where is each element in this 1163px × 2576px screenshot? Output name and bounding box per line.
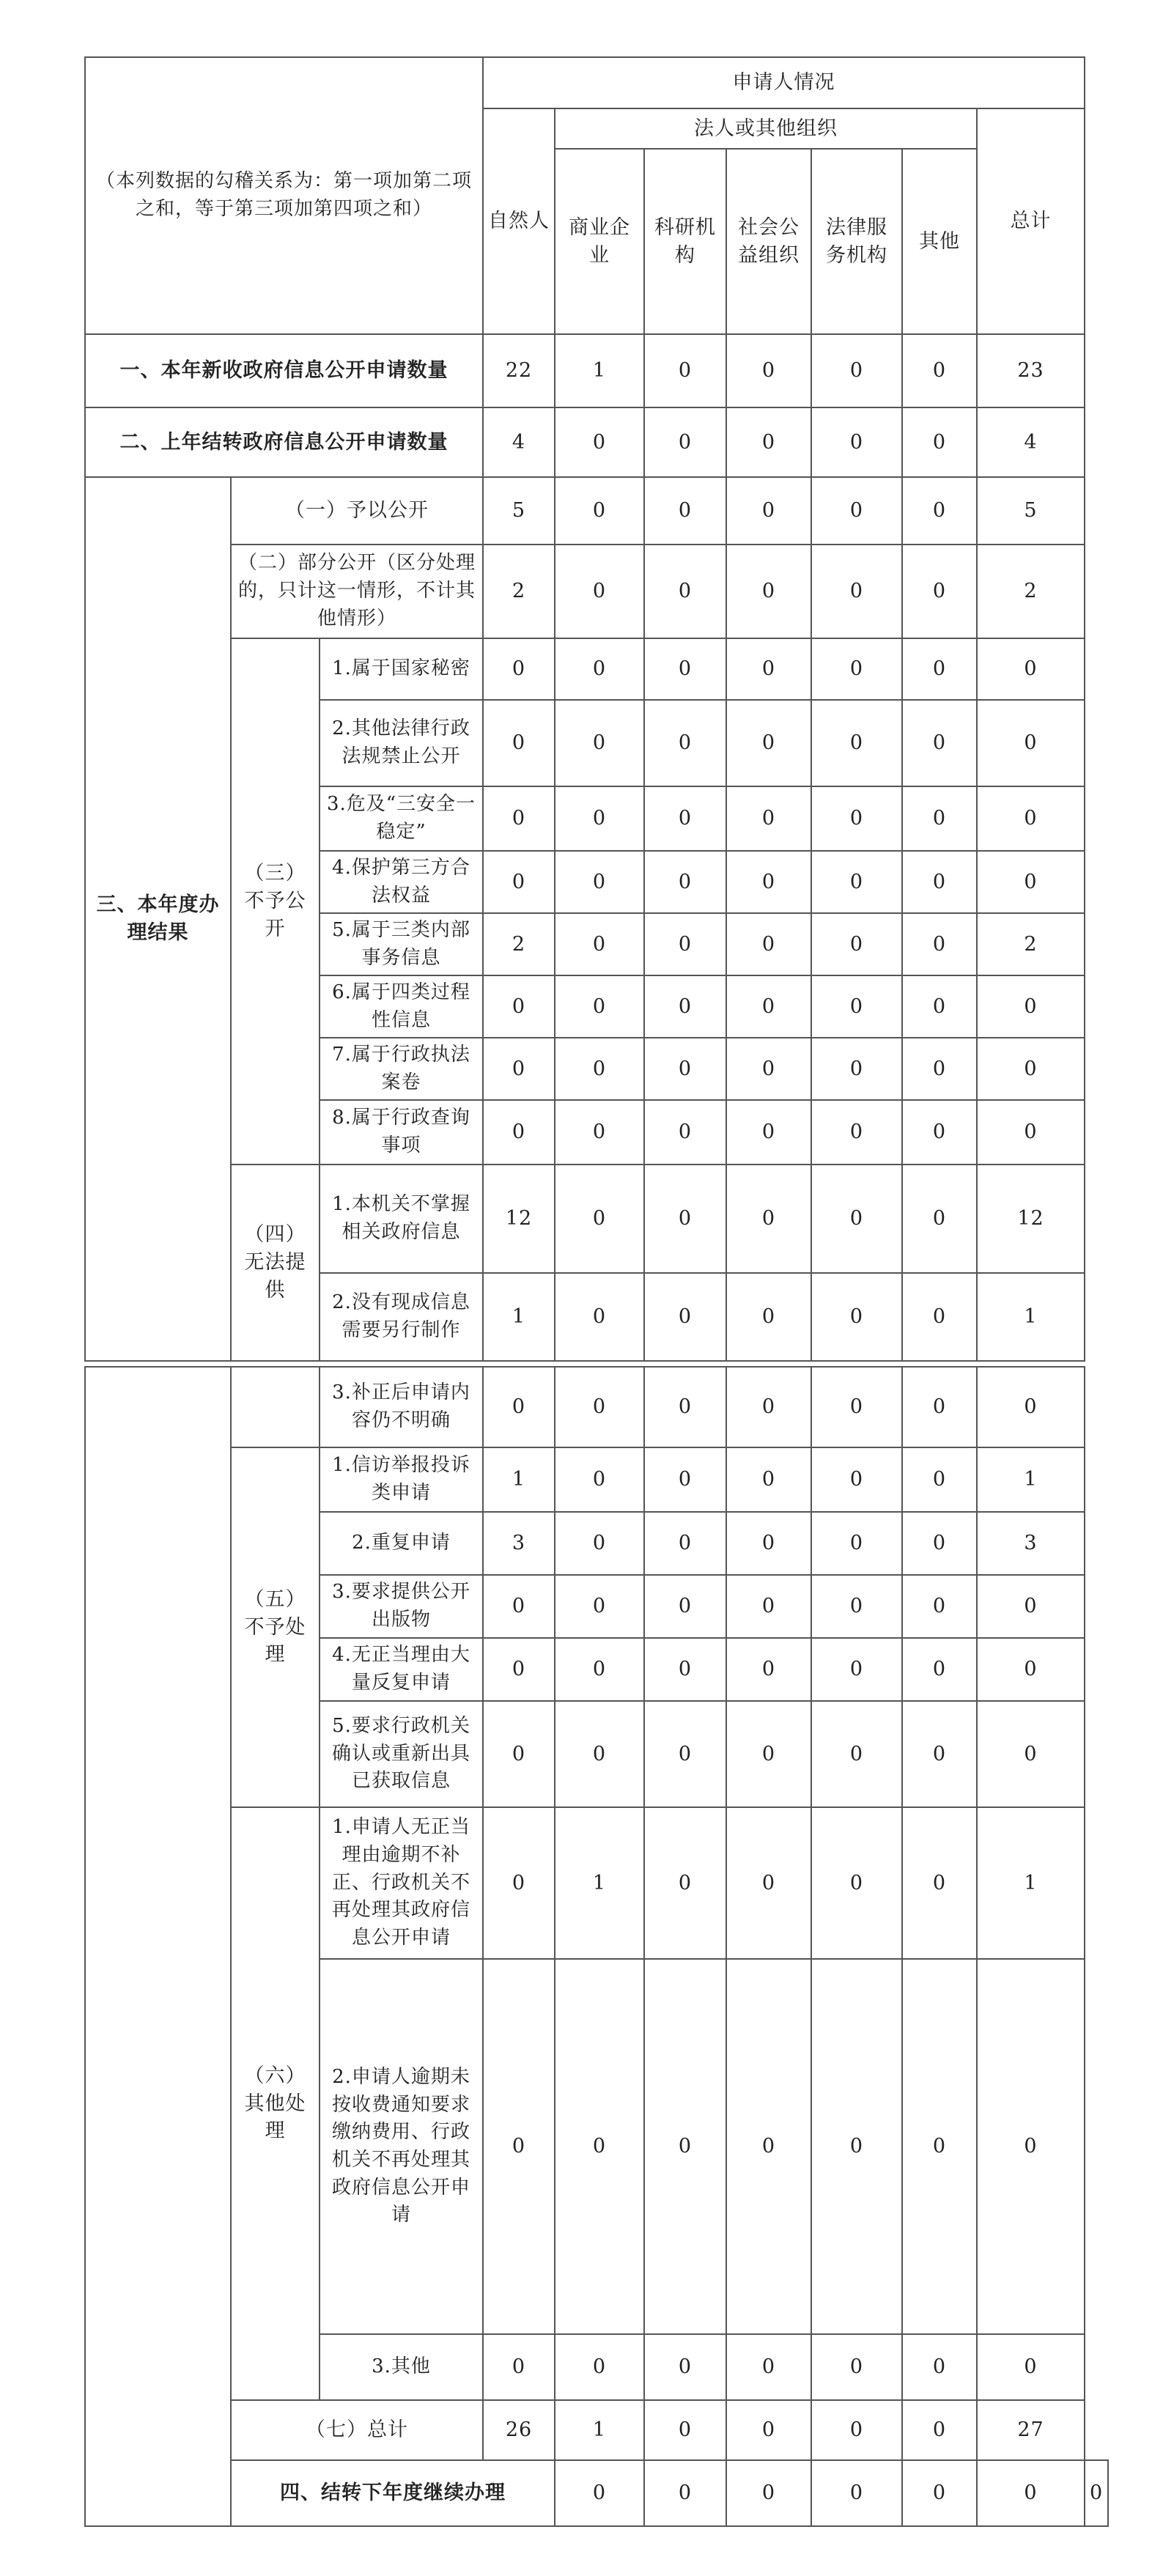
cell-value: 0 bbox=[811, 700, 902, 786]
cell-value: 0 bbox=[1085, 2460, 1108, 2526]
cell-value: 0 bbox=[902, 1512, 977, 1575]
row-label: 2.重复申请 bbox=[320, 1512, 483, 1575]
cell-value: 0 bbox=[902, 1807, 977, 1959]
cell-value: 0 bbox=[726, 1447, 811, 1512]
cell-value: 0 bbox=[902, 407, 977, 477]
cell-value: 0 bbox=[902, 2400, 977, 2460]
cell-value: 0 bbox=[726, 1100, 811, 1165]
cell-value: 0 bbox=[902, 1447, 977, 1512]
cell-value: 0 bbox=[726, 1807, 811, 1959]
row-label: （一）予以公开 bbox=[231, 477, 483, 545]
cell-value: 0 bbox=[555, 975, 644, 1038]
row-label: 4.无正当理由大量反复申请 bbox=[320, 1638, 483, 1701]
cell-value: 1 bbox=[483, 1447, 555, 1512]
cell-value: 0 bbox=[644, 1447, 726, 1512]
cell-value: 0 bbox=[644, 2460, 726, 2526]
cell-value: 0 bbox=[811, 545, 902, 638]
subgroup-label: （五）不予处理 bbox=[231, 1447, 320, 1807]
cell-value: 0 bbox=[644, 2400, 726, 2460]
cell-value: 0 bbox=[644, 477, 726, 545]
cell-value: 0 bbox=[644, 1273, 726, 1361]
cell-value: 0 bbox=[726, 1512, 811, 1575]
cell-value: 0 bbox=[644, 1959, 726, 2334]
cell-value: 0 bbox=[483, 1959, 555, 2334]
row-label: 3.要求提供公开出版物 bbox=[320, 1575, 483, 1638]
row-label: 8.属于行政查询事项 bbox=[320, 1100, 483, 1165]
cell-value: 0 bbox=[977, 786, 1085, 851]
cell-value: 0 bbox=[902, 2334, 977, 2400]
cell-value: 5 bbox=[483, 477, 555, 545]
cell-value: 0 bbox=[902, 1959, 977, 2334]
info-disclosure-table-part1 bbox=[84, 56, 1085, 1362]
cell-value: 0 bbox=[644, 1575, 726, 1638]
cell-value: 0 bbox=[902, 1701, 977, 1807]
row-label: 四、结转下年度继续办理 bbox=[231, 2460, 555, 2526]
applicant-situation-header: 申请人情况 bbox=[483, 57, 1085, 108]
cell-value: 0 bbox=[902, 1273, 977, 1361]
cell-value: 2 bbox=[483, 913, 555, 975]
cell-value: 0 bbox=[726, 1165, 811, 1273]
cell-value: 0 bbox=[483, 638, 555, 700]
cell-value: 0 bbox=[977, 1367, 1085, 1447]
cell-value: 0 bbox=[902, 700, 977, 786]
cell-value: 0 bbox=[902, 638, 977, 700]
cell-value: 0 bbox=[977, 638, 1085, 700]
cell-value: 0 bbox=[811, 786, 902, 851]
cell-value: 12 bbox=[483, 1165, 555, 1273]
row-label: 2.申请人逾期未按收费通知要求缴纳费用、行政机关不再处理其政府信息公开申请 bbox=[320, 1959, 483, 2334]
cell-value: 0 bbox=[811, 638, 902, 700]
cell-value: 0 bbox=[483, 1701, 555, 1807]
cell-value: 0 bbox=[811, 1100, 902, 1165]
cell-value: 0 bbox=[644, 1100, 726, 1165]
cell-value: 0 bbox=[902, 1367, 977, 1447]
cell-value: 0 bbox=[555, 786, 644, 851]
cell-value: 0 bbox=[902, 1575, 977, 1638]
subgroup-continuation bbox=[231, 1367, 320, 1447]
section3-label: 三、本年度办理结果 bbox=[85, 477, 231, 1361]
cell-value: 0 bbox=[977, 1701, 1085, 1807]
cell-value: 3 bbox=[483, 1512, 555, 1575]
cell-value: 0 bbox=[483, 1807, 555, 1959]
cell-value: 0 bbox=[902, 1165, 977, 1273]
cell-value: 0 bbox=[483, 1038, 555, 1100]
col-research: 科研机构 bbox=[644, 149, 726, 334]
cell-value: 0 bbox=[726, 334, 811, 407]
cell-value: 22 bbox=[483, 334, 555, 407]
cell-value: 0 bbox=[977, 1959, 1085, 2334]
cell-value: 0 bbox=[555, 913, 644, 975]
cell-value: 0 bbox=[483, 700, 555, 786]
cell-value: 0 bbox=[726, 1638, 811, 1701]
cell-value: 0 bbox=[902, 477, 977, 545]
cell-value: 0 bbox=[644, 851, 726, 913]
cell-value: 0 bbox=[726, 407, 811, 477]
cell-value: 0 bbox=[644, 545, 726, 638]
cell-value: 0 bbox=[644, 407, 726, 477]
col-public-welfare: 社会公益组织 bbox=[726, 149, 811, 334]
row-label: （二）部分公开（区分处理的，只计这一情形，不计其他情形） bbox=[231, 545, 483, 638]
row-label: 1.属于国家秘密 bbox=[320, 638, 483, 700]
cell-value: 0 bbox=[644, 638, 726, 700]
row-label: 3.补正后申请内容仍不明确 bbox=[320, 1367, 483, 1447]
cell-value: 5 bbox=[977, 477, 1085, 545]
col-legal-service: 法律服务机构 bbox=[811, 149, 902, 334]
cell-value: 0 bbox=[726, 975, 811, 1038]
cell-value: 23 bbox=[977, 334, 1085, 407]
row-label: 2.没有现成信息需要另行制作 bbox=[320, 1273, 483, 1361]
cell-value: 0 bbox=[811, 851, 902, 913]
cell-value: 0 bbox=[977, 2460, 1085, 2526]
cell-value: 0 bbox=[555, 1367, 644, 1447]
cell-value: 0 bbox=[726, 2334, 811, 2400]
cell-value: 0 bbox=[811, 1807, 902, 1959]
cell-value: 0 bbox=[644, 1038, 726, 1100]
cell-value: 0 bbox=[811, 2400, 902, 2460]
cell-value: 0 bbox=[977, 1100, 1085, 1165]
row-label: 1.信访举报投诉类申请 bbox=[320, 1447, 483, 1512]
cell-value: 0 bbox=[555, 1038, 644, 1100]
cell-value: 0 bbox=[811, 1273, 902, 1361]
subgroup-label: （六）其他处理 bbox=[231, 1807, 320, 2400]
cell-value: 1 bbox=[555, 1807, 644, 1959]
cell-value: 0 bbox=[902, 2460, 977, 2526]
cell-value: 0 bbox=[726, 913, 811, 975]
cell-value: 0 bbox=[902, 851, 977, 913]
cell-value: 0 bbox=[555, 2334, 644, 2400]
cell-value: 0 bbox=[726, 1701, 811, 1807]
col-business: 商业企业 bbox=[555, 149, 644, 334]
cell-value: 0 bbox=[811, 2460, 902, 2526]
cell-value: 0 bbox=[726, 1959, 811, 2334]
cell-value: 0 bbox=[902, 913, 977, 975]
cell-value: 1 bbox=[555, 334, 644, 407]
cell-value: 0 bbox=[726, 545, 811, 638]
cell-value: 0 bbox=[726, 2460, 811, 2526]
cell-value: 0 bbox=[811, 1512, 902, 1575]
cell-value: 0 bbox=[555, 638, 644, 700]
subgroup-label: （三）不予公开 bbox=[231, 638, 320, 1165]
cell-value: 0 bbox=[977, 700, 1085, 786]
cell-value: 0 bbox=[977, 2334, 1085, 2400]
cell-value: 0 bbox=[644, 1165, 726, 1273]
cell-value: 0 bbox=[555, 1165, 644, 1273]
cell-value: 0 bbox=[977, 975, 1085, 1038]
cell-value: 2 bbox=[977, 545, 1085, 638]
row-label: 5.要求行政机关确认或重新出具已获取信息 bbox=[320, 1701, 483, 1807]
cell-value: 0 bbox=[555, 2460, 644, 2526]
cell-value: 0 bbox=[483, 851, 555, 913]
cell-value: 0 bbox=[811, 1701, 902, 1807]
col-total: 总计 bbox=[977, 108, 1085, 334]
cell-value: 0 bbox=[811, 975, 902, 1038]
cell-value: 0 bbox=[483, 1367, 555, 1447]
row-label: 5.属于三类内部事务信息 bbox=[320, 913, 483, 975]
cell-value: 1 bbox=[555, 2400, 644, 2460]
cell-value: 0 bbox=[555, 1100, 644, 1165]
cell-value: 0 bbox=[555, 851, 644, 913]
cell-value: 0 bbox=[977, 1638, 1085, 1701]
cell-value: 0 bbox=[555, 1959, 644, 2334]
cell-value: 0 bbox=[811, 1575, 902, 1638]
subgroup-label: （四）无法提供 bbox=[231, 1165, 320, 1361]
row-label: 1.申请人无正当理由逾期不补正、行政机关不再处理其政府信息公开申请 bbox=[320, 1807, 483, 1959]
cell-value: 0 bbox=[977, 1038, 1085, 1100]
cell-value: 0 bbox=[644, 334, 726, 407]
cell-value: 0 bbox=[811, 1638, 902, 1701]
cell-value: 4 bbox=[483, 407, 555, 477]
cell-value: 4 bbox=[977, 407, 1085, 477]
cell-value: 1 bbox=[977, 1447, 1085, 1512]
cell-value: 1 bbox=[483, 1273, 555, 1361]
row-label: 3.其他 bbox=[320, 2334, 483, 2400]
cell-value: 26 bbox=[483, 2400, 555, 2460]
cell-value: 0 bbox=[977, 851, 1085, 913]
row-label: 4.保护第三方合法权益 bbox=[320, 851, 483, 913]
cell-value: 0 bbox=[726, 1575, 811, 1638]
cell-value: 0 bbox=[902, 786, 977, 851]
cell-value: 0 bbox=[644, 786, 726, 851]
cell-value: 0 bbox=[811, 1165, 902, 1273]
cell-value: 0 bbox=[555, 700, 644, 786]
cell-value: 0 bbox=[902, 545, 977, 638]
cell-value: 0 bbox=[811, 1447, 902, 1512]
cell-value: 0 bbox=[811, 1959, 902, 2334]
legal-person-group-header: 法人或其他组织 bbox=[555, 108, 977, 149]
cell-value: 0 bbox=[555, 1638, 644, 1701]
cell-value: 0 bbox=[555, 1447, 644, 1512]
cell-value: 0 bbox=[726, 1038, 811, 1100]
col-other: 其他 bbox=[902, 149, 977, 334]
cell-value: 0 bbox=[811, 334, 902, 407]
checksum-note: （本列数据的勾稽关系为：第一项加第二项之和，等于第三项加第四项之和） bbox=[85, 57, 483, 334]
cell-value: 0 bbox=[644, 2334, 726, 2400]
cell-value: 0 bbox=[811, 1367, 902, 1447]
cell-value: 0 bbox=[644, 1638, 726, 1701]
cell-value: 0 bbox=[483, 2334, 555, 2400]
cell-value: 0 bbox=[644, 1701, 726, 1807]
cell-value: 0 bbox=[483, 975, 555, 1038]
cell-value: 0 bbox=[555, 407, 644, 477]
section3-continuation bbox=[85, 1367, 231, 2526]
cell-value: 0 bbox=[555, 1512, 644, 1575]
cell-value: 0 bbox=[483, 1100, 555, 1165]
cell-value: 1 bbox=[977, 1273, 1085, 1361]
row-label: （七）总计 bbox=[231, 2400, 483, 2460]
cell-value: 0 bbox=[726, 1367, 811, 1447]
cell-value: 0 bbox=[483, 1575, 555, 1638]
row-label: 2.其他法律行政法规禁止公开 bbox=[320, 700, 483, 786]
cell-value: 0 bbox=[726, 638, 811, 700]
cell-value: 0 bbox=[902, 1638, 977, 1701]
row-label: 1.本机关不掌握相关政府信息 bbox=[320, 1165, 483, 1273]
cell-value: 12 bbox=[977, 1165, 1085, 1273]
cell-value: 0 bbox=[902, 1038, 977, 1100]
cell-value: 0 bbox=[726, 477, 811, 545]
cell-value: 0 bbox=[555, 477, 644, 545]
info-disclosure-table-part2 bbox=[84, 1366, 1109, 2527]
cell-value: 0 bbox=[902, 1100, 977, 1165]
cell-value: 0 bbox=[811, 477, 902, 545]
cell-value: 2 bbox=[977, 913, 1085, 975]
cell-value: 0 bbox=[902, 975, 977, 1038]
cell-value: 3 bbox=[977, 1512, 1085, 1575]
cell-value: 0 bbox=[644, 1367, 726, 1447]
cell-value: 27 bbox=[977, 2400, 1085, 2460]
cell-value: 0 bbox=[726, 2400, 811, 2460]
cell-value: 0 bbox=[555, 545, 644, 638]
cell-value: 0 bbox=[555, 1575, 644, 1638]
cell-value: 0 bbox=[555, 1701, 644, 1807]
cell-value: 0 bbox=[811, 913, 902, 975]
cell-value: 0 bbox=[644, 913, 726, 975]
cell-value: 0 bbox=[977, 1575, 1085, 1638]
cell-value: 0 bbox=[811, 407, 902, 477]
cell-value: 0 bbox=[726, 851, 811, 913]
row-label: 7.属于行政执法案卷 bbox=[320, 1038, 483, 1100]
row-label: 一、本年新收政府信息公开申请数量 bbox=[85, 334, 483, 407]
cell-value: 0 bbox=[811, 2334, 902, 2400]
row-label: 3.危及“三安全一稳定” bbox=[320, 786, 483, 851]
cell-value: 0 bbox=[726, 700, 811, 786]
cell-value: 0 bbox=[644, 1807, 726, 1959]
cell-value: 0 bbox=[726, 1273, 811, 1361]
cell-value: 0 bbox=[555, 1273, 644, 1361]
cell-value: 1 bbox=[977, 1807, 1085, 1959]
cell-value: 0 bbox=[644, 1512, 726, 1575]
cell-value: 0 bbox=[902, 334, 977, 407]
cell-value: 0 bbox=[644, 975, 726, 1038]
cell-value: 0 bbox=[483, 1638, 555, 1701]
cell-value: 0 bbox=[811, 1038, 902, 1100]
cell-value: 0 bbox=[644, 700, 726, 786]
row-label: 6.属于四类过程性信息 bbox=[320, 975, 483, 1038]
cell-value: 0 bbox=[483, 786, 555, 851]
cell-value: 0 bbox=[726, 786, 811, 851]
row-label: 二、上年结转政府信息公开申请数量 bbox=[85, 407, 483, 477]
col-natural-person: 自然人 bbox=[483, 108, 555, 334]
cell-value: 2 bbox=[483, 545, 555, 638]
